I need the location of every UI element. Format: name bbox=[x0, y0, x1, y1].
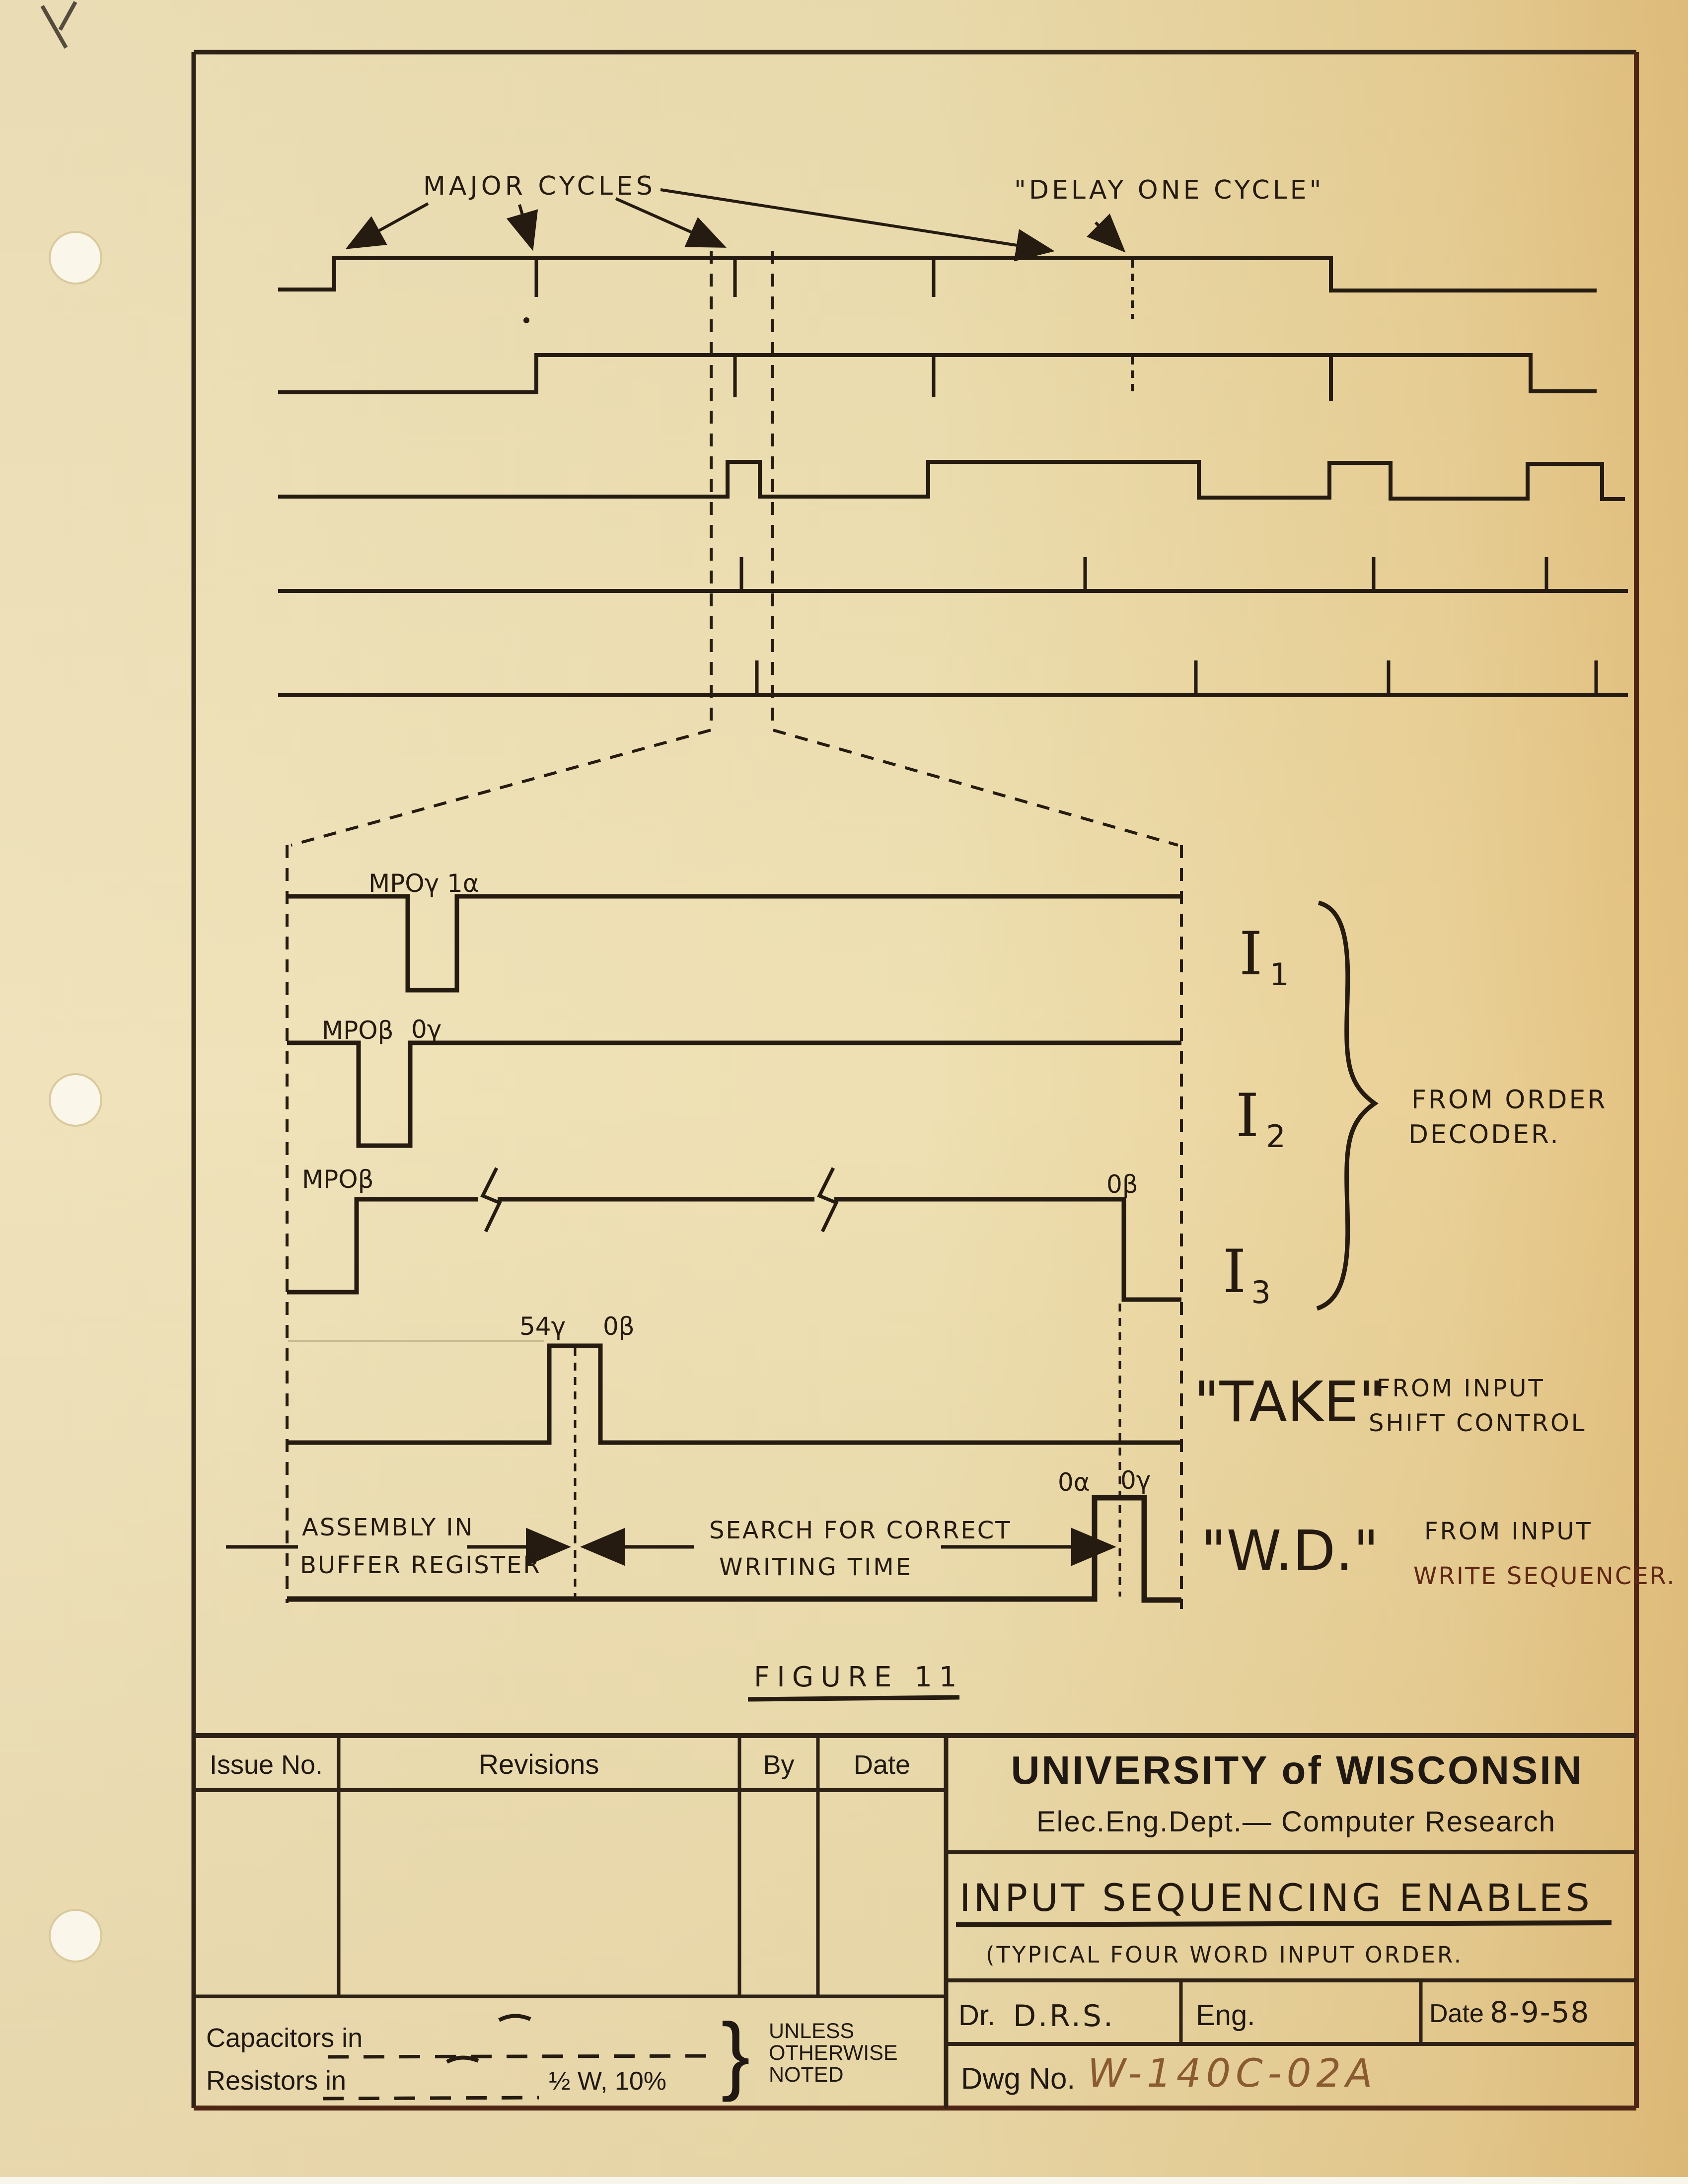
take-pulse-left-label: 54γ bbox=[519, 1312, 566, 1341]
order-decoder-note-1: FROM ORDER bbox=[1411, 1085, 1608, 1115]
assembly-note-2: BUFFER REGISTER bbox=[300, 1551, 541, 1579]
figure-caption-underline bbox=[748, 1697, 959, 1699]
i2-fall-label: MPOβ bbox=[322, 1016, 394, 1045]
unless-brace: } bbox=[721, 2006, 750, 2103]
figure-caption-text: FIGURE 11 bbox=[754, 1661, 964, 1693]
drawing-title: INPUT SEQUENCING ENABLES bbox=[959, 1876, 1593, 1920]
take-source-2: SHIFT CONTROL bbox=[1369, 1409, 1587, 1437]
i1-rise-label: 1α bbox=[447, 869, 479, 898]
i1-letter: I bbox=[1239, 920, 1263, 989]
header-issue-no: Issue No. bbox=[209, 1750, 323, 1780]
org-dept: Elec.Eng.Dept.— Computer Research bbox=[1036, 1806, 1556, 1838]
dr-label: Dr. bbox=[958, 1999, 996, 2032]
take-source-1: FROM INPUT bbox=[1377, 1375, 1545, 1402]
unless-line-2: OTHERWISE bbox=[769, 2041, 898, 2065]
punch-hole bbox=[50, 1074, 101, 1126]
resistors-label: Resistors in bbox=[206, 2066, 347, 2096]
wd-name: "W.D." bbox=[1201, 1519, 1379, 1584]
wd-pulse-left-label: 0α bbox=[1058, 1468, 1090, 1497]
take-name: "TAKE" bbox=[1194, 1370, 1385, 1435]
i2-letter: I bbox=[1236, 1082, 1259, 1151]
header-date: Date bbox=[853, 1750, 911, 1780]
date-value: 8-9-58 bbox=[1490, 1995, 1590, 2029]
assembly-note-1: ASSEMBLY IN bbox=[302, 1514, 474, 1541]
dr-value: D.R.S. bbox=[1013, 1999, 1115, 2034]
punch-hole bbox=[50, 232, 101, 284]
capacitors-label: Capacitors in bbox=[206, 2023, 363, 2053]
i1-fall-label: MPOγ bbox=[368, 869, 440, 898]
stray-dot bbox=[523, 317, 529, 323]
i2-subscript: 2 bbox=[1266, 1118, 1286, 1155]
take-pulse-right-label: 0β bbox=[603, 1312, 635, 1341]
delay-one-cycle-label: "DELAY ONE CYCLE" bbox=[1014, 175, 1324, 205]
scan-edge bbox=[0, 2177, 1688, 2184]
header-by: By bbox=[763, 1750, 795, 1780]
eng-label: Eng. bbox=[1196, 1999, 1255, 2032]
dwg-value: W-140C-02A bbox=[1088, 2051, 1378, 2096]
i3-letter: I bbox=[1223, 1238, 1247, 1307]
search-note-2: WRITING TIME bbox=[719, 1553, 913, 1581]
wd-source-2: WRITE SEQUENCER. bbox=[1413, 1562, 1676, 1590]
wd-source-1: FROM INPUT bbox=[1424, 1518, 1593, 1545]
punch-hole bbox=[50, 1910, 101, 1962]
drawing-subtitle: (TYPICAL FOUR WORD INPUT ORDER. bbox=[986, 1942, 1464, 1968]
search-note-1: SEARCH FOR CORRECT bbox=[709, 1517, 1012, 1544]
wd-pulse-right-label: 0γ bbox=[1120, 1466, 1151, 1495]
resistors-value: ½ W, 10% bbox=[549, 2067, 666, 2096]
drawing-title-underline bbox=[956, 1923, 1612, 1925]
header-revisions: Revisions bbox=[478, 1748, 599, 1780]
org-name: UNIVERSITY of WISCONSIN bbox=[1011, 1748, 1584, 1792]
i3-fall-label: 0β bbox=[1106, 1170, 1138, 1199]
i3-subscript: 3 bbox=[1251, 1274, 1271, 1310]
i1-subscript: 1 bbox=[1269, 956, 1289, 993]
dwg-label: Dwg No. bbox=[961, 2062, 1076, 2095]
major-cycles-label: MAJOR CYCLES bbox=[423, 171, 656, 201]
date-label: Date bbox=[1429, 1999, 1484, 2028]
order-decoder-note-2: DECODER. bbox=[1408, 1120, 1560, 1150]
unless-line-1: UNLESS bbox=[769, 2019, 855, 2043]
i2-rise-label: 0γ bbox=[411, 1015, 442, 1044]
i3-rise-label: MPOβ bbox=[302, 1165, 374, 1194]
unless-line-3: NOTED bbox=[769, 2063, 844, 2087]
